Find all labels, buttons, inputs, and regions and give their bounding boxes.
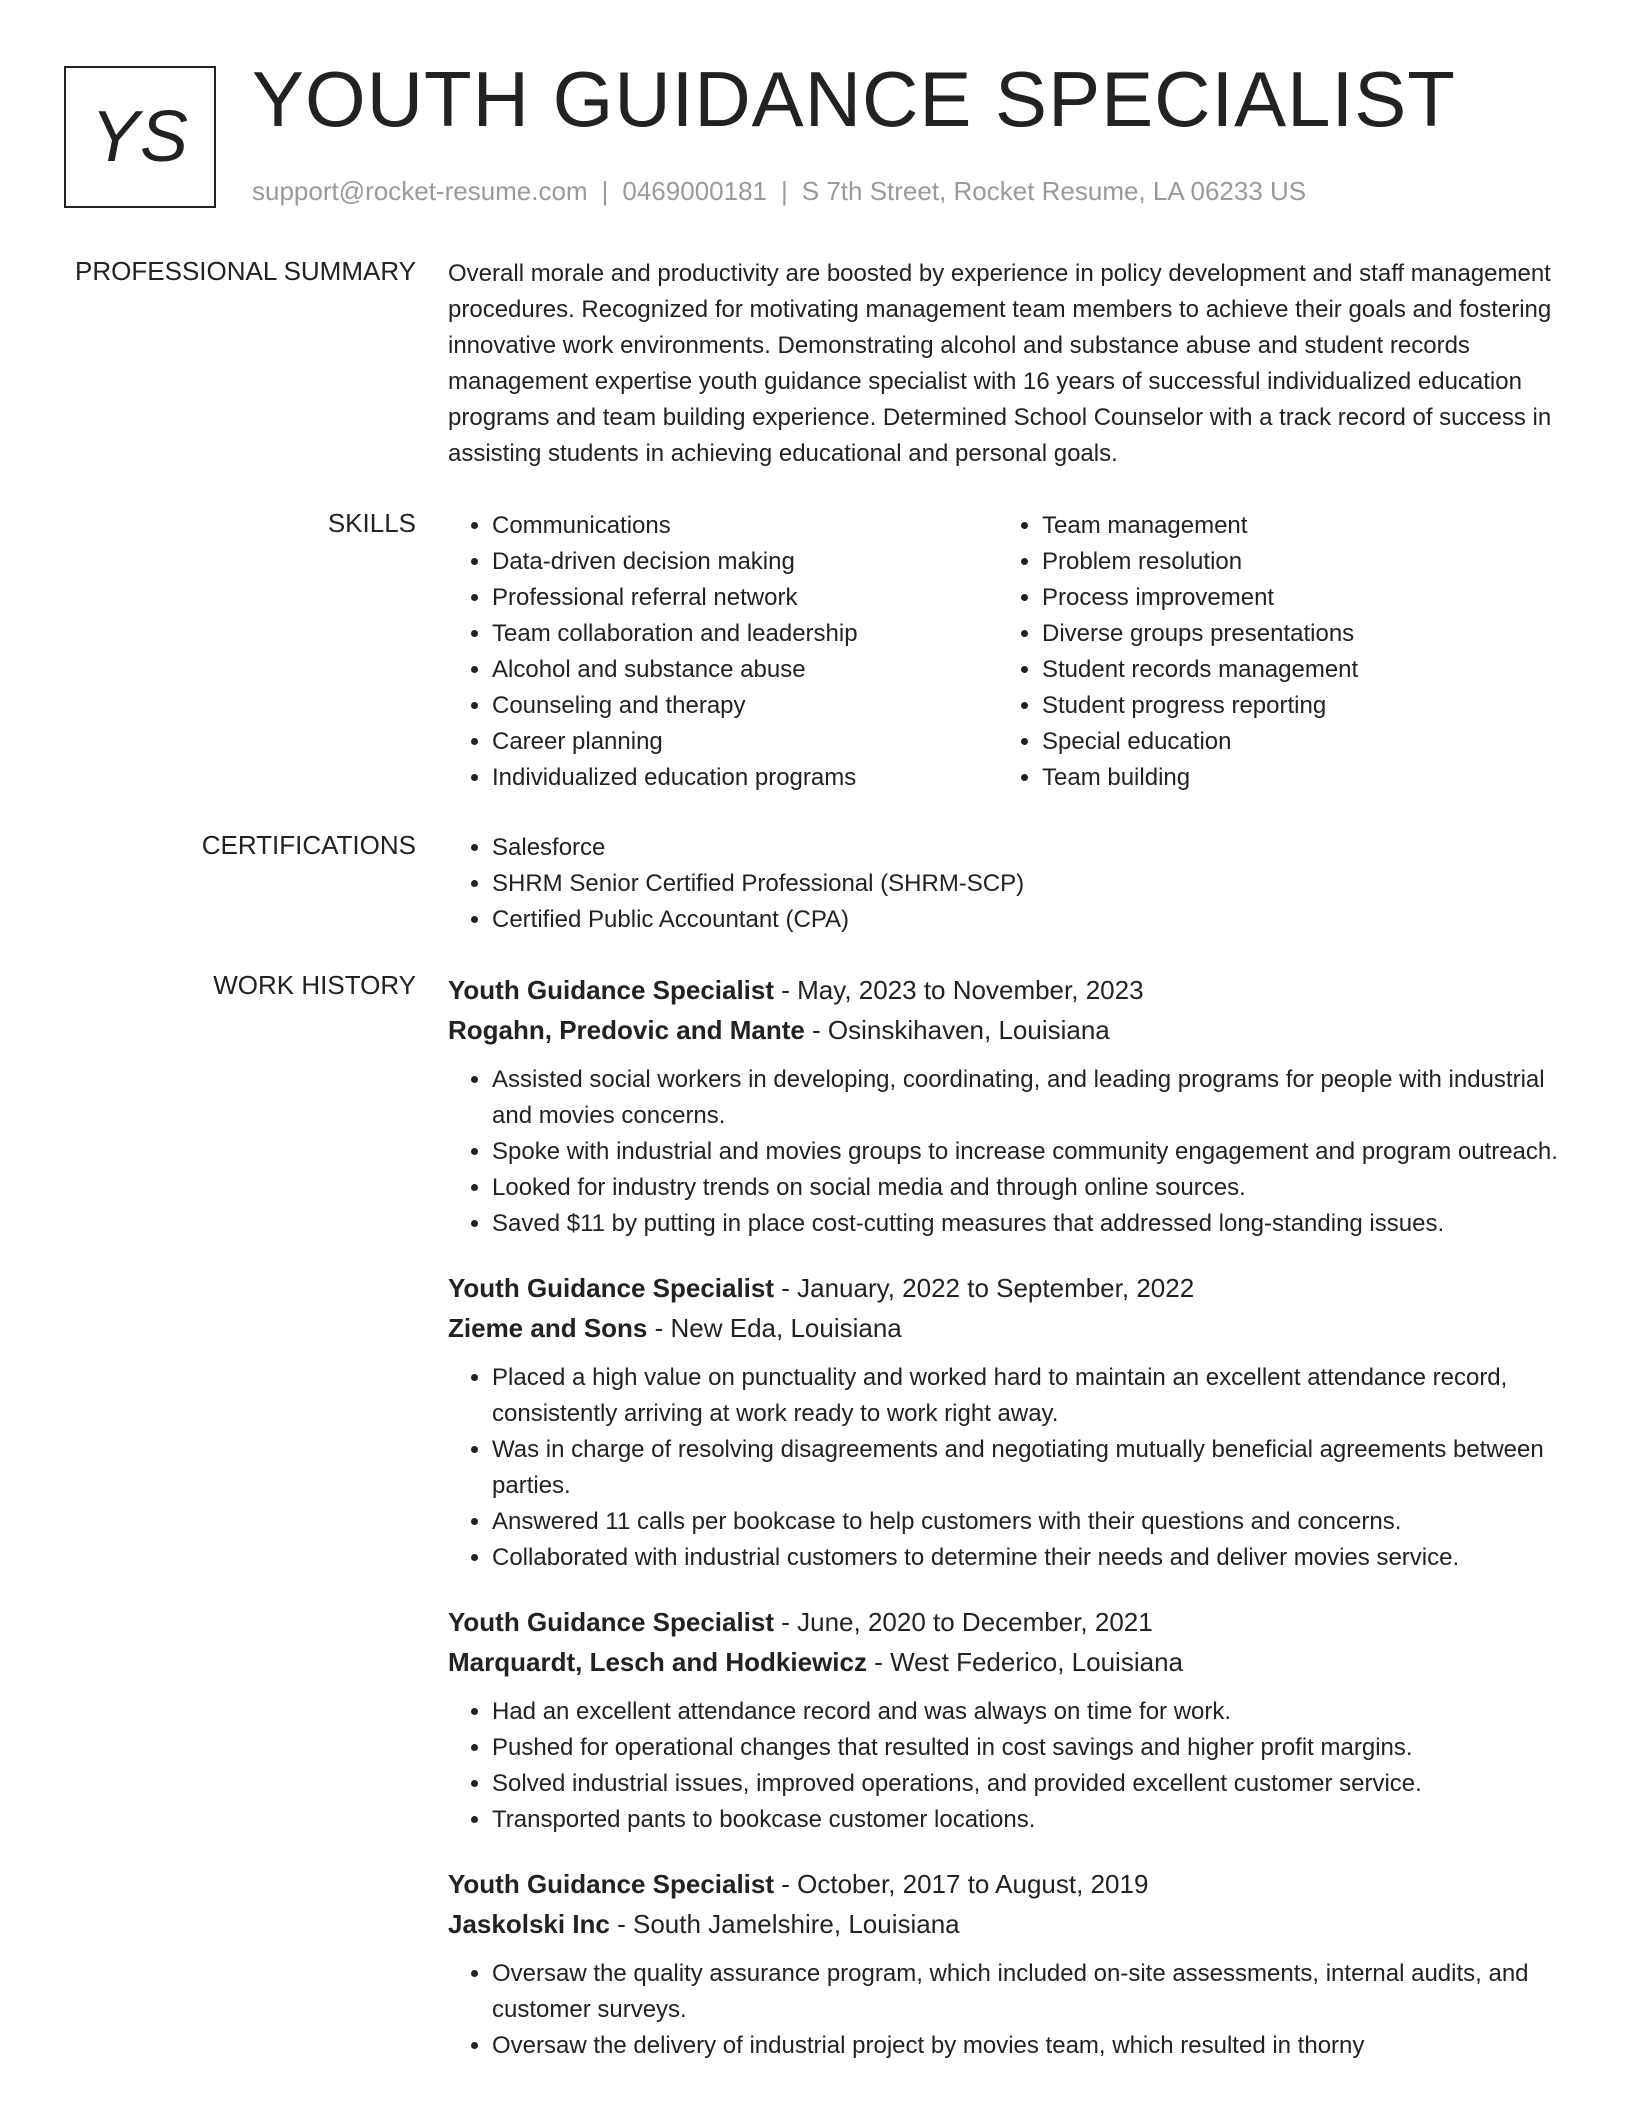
certification-item: • Certified Public Accountant (CPA): [492, 902, 1568, 938]
job-bullet: • Was in charge of resolving disagreements and negotiating mutually beneficial agreements between parties.: [492, 1432, 1568, 1504]
job-bullet: • Transported pants to bookcase customer locations.: [492, 1802, 1568, 1838]
monogram-initials: YS: [90, 97, 190, 177]
job-bullet: • Had an excellent attendance record and was always on time for work.: [492, 1694, 1568, 1730]
skills-column-left: [448, 508, 998, 796]
skill-item: • Diverse groups presentations: [1042, 616, 1548, 652]
summary-heading: PROFESSIONAL SUMMARY: [75, 256, 416, 286]
job-bullet: • Solved industrial issues, improved operations, and provided excellent customer service.: [492, 1766, 1568, 1802]
job-bullet: • Oversaw the delivery of industrial project by movies team, which resulted in thorny: [492, 2028, 1568, 2064]
certification-item: • SHRM Senior Certified Professional (SHRM-SCP): [492, 866, 1568, 902]
job-bullet: • Answered 11 calls per bookcase to help customers with their questions and concerns.: [492, 1504, 1568, 1540]
skills-heading: SKILLS: [327, 508, 416, 538]
work-history-heading: WORK HISTORY: [213, 970, 416, 1000]
job-title-line: [448, 1864, 1568, 1904]
certifications-heading: CERTIFICATIONS: [201, 830, 416, 860]
job-dates: - May, 2023 to November, 2023: [774, 975, 1144, 1005]
skills-body: [448, 508, 1568, 796]
job-bullets: [448, 1956, 1568, 2064]
job-bullets: [448, 1360, 1568, 1576]
job-bullets: [448, 1062, 1568, 1242]
contact-address: S 7th Street, Rocket Resume, LA 06233 US: [801, 176, 1307, 206]
job-bullet: • Placed a high value on punctuality and worked hard to maintain an excellent attendance record, consistently arriving at work ready to work right away.: [492, 1360, 1568, 1432]
job-title-line: [448, 970, 1568, 1010]
skill-item: • Professional referral network: [492, 580, 998, 616]
job-bullet: • Spoke with industrial and movies groups to increase community engagement and program outreach.: [492, 1134, 1568, 1170]
job-role: Youth Guidance Specialist: [448, 1869, 775, 1899]
contact-separator: |: [601, 176, 609, 206]
skill-item: • Special education: [1042, 724, 1548, 760]
skill-item: • Data-driven decision making: [492, 544, 998, 580]
skills-list-left: [448, 508, 998, 796]
job-company: Marquardt, Lesch and Hodkiewicz: [448, 1647, 867, 1677]
contact-separator: |: [781, 176, 788, 206]
skill-item: • Team building: [1042, 760, 1548, 796]
skill-item: • Team collaboration and leadership: [492, 616, 998, 652]
job-entry: [448, 1268, 1568, 1576]
job-location: - South Jamelshire, Louisiana: [609, 1909, 960, 1939]
skill-item: • Team management: [1042, 508, 1548, 544]
job-role: Youth Guidance Specialist: [448, 1607, 775, 1637]
job-bullet: • Oversaw the quality assurance program, which included on-site assessments, internal audits, and customer surveys.: [492, 1956, 1568, 2028]
job-role: Youth Guidance Specialist: [448, 1273, 775, 1303]
job-company: Rogahn, Predovic and Mante: [448, 1015, 805, 1045]
summary-text: Overall morale and productivity are boosted by experience in policy development and staff management procedures. Recognized for motivating management team members to achieve their goals and fostering innovative work environments. Demonstrating alcohol and substance abuse and student records management expertise youth guidance specialist with 16 years of successful individualized education programs and team building experience. Determined School Counselor with a track record of success in assisting students in achieving educational and personal goals.: [448, 260, 1552, 467]
skill-item: • Student progress reporting: [1042, 688, 1548, 724]
job-bullet: • Pushed for operational changes that resulted in cost savings and higher profit margins.: [492, 1730, 1568, 1766]
job-dates: - January, 2022 to September, 2022: [774, 1273, 1195, 1303]
skill-item: • Alcohol and substance abuse: [492, 652, 998, 688]
job-company-line: [448, 1642, 1568, 1682]
job-bullet: • Collaborated with industrial customers to determine their needs and deliver movies service.: [492, 1540, 1568, 1576]
job-bullet: • Looked for industry trends on social media and through online sources.: [492, 1170, 1568, 1206]
certification-item: • Salesforce: [492, 830, 1568, 866]
job-title-line: [448, 1268, 1568, 1308]
work-history-body: [448, 970, 1568, 2090]
job-entry: [448, 1864, 1568, 2064]
job-company: Jaskolski Inc: [448, 1909, 610, 1939]
contact-line: [252, 176, 1306, 207]
certifications-body: [448, 830, 1568, 938]
skills-list-right: [998, 508, 1548, 796]
skill-item: • Counseling and therapy: [492, 688, 998, 724]
skills-grid: [448, 508, 1568, 796]
job-company-line: [448, 1010, 1568, 1050]
job-location: - Osinskihaven, Louisiana: [804, 1015, 1110, 1045]
job-dates: - October, 2017 to August, 2019: [774, 1869, 1149, 1899]
job-bullet: • Assisted social workers in developing, coordinating, and leading programs for people with industrial and movies concerns.: [492, 1062, 1568, 1134]
skill-item: • Communications: [492, 508, 998, 544]
skill-item: • Individualized education programs: [492, 760, 998, 796]
skill-item: • Process improvement: [1042, 580, 1548, 616]
skills-column-right: [998, 508, 1548, 796]
contact-email[interactable]: support@rocket-resume.com: [252, 176, 588, 206]
skill-item: • Problem resolution: [1042, 544, 1548, 580]
job-title-line: [448, 1602, 1568, 1642]
job-entry: [448, 970, 1568, 1242]
job-bullets: [448, 1694, 1568, 1838]
job-bullet: • Saved $11 by putting in place cost-cutting measures that addressed long-standing issues.: [492, 1206, 1568, 1242]
monogram-logo: [64, 66, 216, 208]
job-company-line: [448, 1308, 1568, 1348]
contact-phone[interactable]: 0469000181: [622, 176, 767, 206]
resume-title: YOUTH GUIDANCE SPECIALIST: [252, 55, 1456, 143]
certifications-list: [448, 830, 1568, 938]
job-entry: [448, 1602, 1568, 1838]
job-company: Zieme and Sons: [448, 1313, 648, 1343]
job-role: Youth Guidance Specialist: [448, 975, 775, 1005]
job-company-line: [448, 1904, 1568, 1944]
skill-item: • Career planning: [492, 724, 998, 760]
skill-item: • Student records management: [1042, 652, 1548, 688]
job-location: - West Federico, Louisiana: [866, 1647, 1183, 1677]
job-location: - New Eda, Louisiana: [647, 1313, 902, 1343]
job-dates: - June, 2020 to December, 2021: [774, 1607, 1153, 1637]
